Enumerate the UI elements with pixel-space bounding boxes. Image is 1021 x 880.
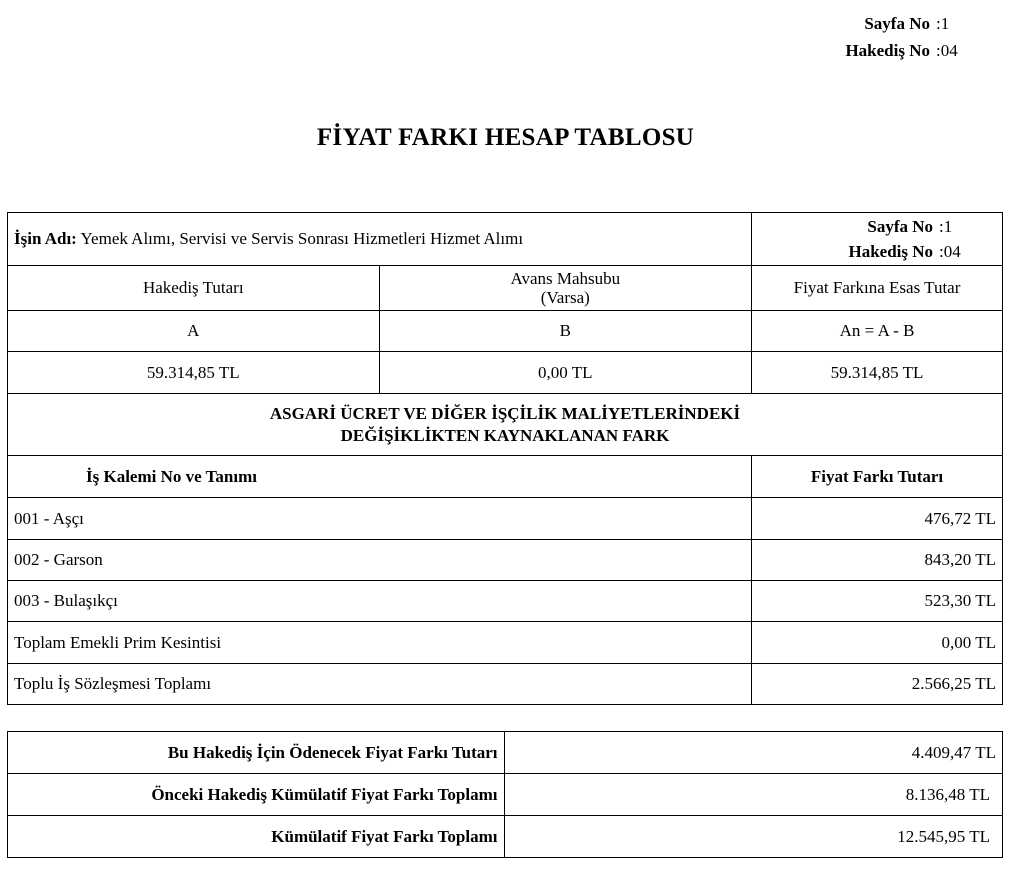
- symbol-an: An = A - B: [752, 311, 1003, 352]
- summary-label: Bu Hakediş İçin Ödenecek Fiyat Farkı Tutarı: [8, 732, 505, 774]
- job-name-cell: [8, 213, 752, 266]
- hakedis-amount-header: Hakediş Tutarı: [8, 266, 380, 311]
- items-header-row: [8, 456, 1003, 498]
- summary-value: 8.136,48 TL: [504, 774, 1003, 816]
- item-column-header: İş Kalemi No ve Tanımı: [8, 456, 752, 498]
- item-name: 003 - Bulaşıkçı: [8, 581, 752, 622]
- item-amount: 0,00 TL: [752, 622, 1003, 664]
- summary-value: 4.409,47 TL: [504, 732, 1003, 774]
- base-amount-value: 59.314,85 TL: [752, 352, 1003, 394]
- item-amount: 476,72 TL: [752, 498, 1003, 540]
- amount-value-row: [8, 352, 1003, 394]
- summary-row: [8, 816, 1003, 858]
- summary-row: [8, 732, 1003, 774]
- table-row: [8, 581, 1003, 622]
- item-amount: 843,20 TL: [752, 540, 1003, 581]
- summary-table: [7, 731, 1003, 858]
- advance-deduction-header: [379, 266, 752, 311]
- summary-label: Kümülatif Fiyat Farkı Toplamı: [8, 816, 505, 858]
- page-number-label: Sayfa No: [864, 13, 930, 33]
- item-amount: 2.566,25 TL: [752, 664, 1003, 705]
- item-name: Toplam Emekli Prim Kesintisi: [8, 622, 752, 664]
- table-row: [8, 540, 1003, 581]
- table-row: [8, 498, 1003, 540]
- job-row: [8, 213, 1003, 266]
- section-title: [8, 394, 1003, 456]
- amount-header-row: [8, 266, 1003, 311]
- advance-deduction-header-line2: (Varsa): [540, 288, 590, 307]
- item-amount: 523,30 TL: [752, 581, 1003, 622]
- summary-label: Önceki Hakediş Kümülatif Fiyat Farkı Toplamı: [8, 774, 505, 816]
- price-difference-table: [7, 212, 1003, 705]
- item-name: 002 - Garson: [8, 540, 752, 581]
- job-name-value: Yemek Alımı, Servisi ve Servis Sonrası Hizmetleri Hizmet Alımı: [80, 229, 524, 248]
- page-number-row: [760, 10, 1000, 37]
- job-hakedis-label: Hakediş No: [848, 241, 934, 261]
- symbol-a: A: [8, 311, 380, 352]
- amount-symbol-row: [8, 311, 1003, 352]
- item-name: Toplu İş Sözleşmesi Toplamı: [8, 664, 752, 705]
- summary-row: [8, 774, 1003, 816]
- item-name: 001 - Aşçı: [8, 498, 752, 540]
- job-page-value: :1: [939, 216, 953, 236]
- table-row: [8, 664, 1003, 705]
- job-page-label: Sayfa No: [867, 216, 934, 236]
- section-title-row: [8, 394, 1003, 456]
- section-title-line2: DEĞİŞİKLİKTEN KAYNAKLANAN FARK: [340, 425, 670, 445]
- hakedis-number-value: :04: [936, 40, 958, 60]
- advance-deduction-value: 0,00 TL: [379, 352, 752, 394]
- base-amount-header: Fiyat Farkına Esas Tutar: [752, 266, 1003, 311]
- job-hakedis-value: :04: [939, 241, 961, 261]
- hakedis-number-row: [760, 37, 1000, 64]
- symbol-b: B: [379, 311, 752, 352]
- table-row: [8, 622, 1003, 664]
- summary-value: 12.545,95 TL: [504, 816, 1003, 858]
- section-title-line1: ASGARİ ÜCRET VE DİĞER İŞÇİLİK MALİYETLERİNDEKİ: [269, 403, 741, 423]
- top-page-info: [760, 10, 1000, 64]
- job-hakedis-row: [758, 239, 996, 264]
- page-number-value: :1: [936, 13, 950, 33]
- job-meta-cell: [752, 213, 1003, 266]
- amount-column-header: Fiyat Farkı Tutarı: [752, 456, 1003, 498]
- job-page-row: [758, 214, 996, 239]
- advance-deduction-header-line1: Avans Mahsubu: [510, 269, 621, 288]
- hakedis-number-label: Hakediş No: [845, 40, 930, 60]
- hakedis-amount-value: 59.314,85 TL: [8, 352, 380, 394]
- job-name-label: İşin Adı:: [14, 229, 77, 248]
- page-title: FİYAT FARKI HESAP TABLOSU: [316, 124, 695, 151]
